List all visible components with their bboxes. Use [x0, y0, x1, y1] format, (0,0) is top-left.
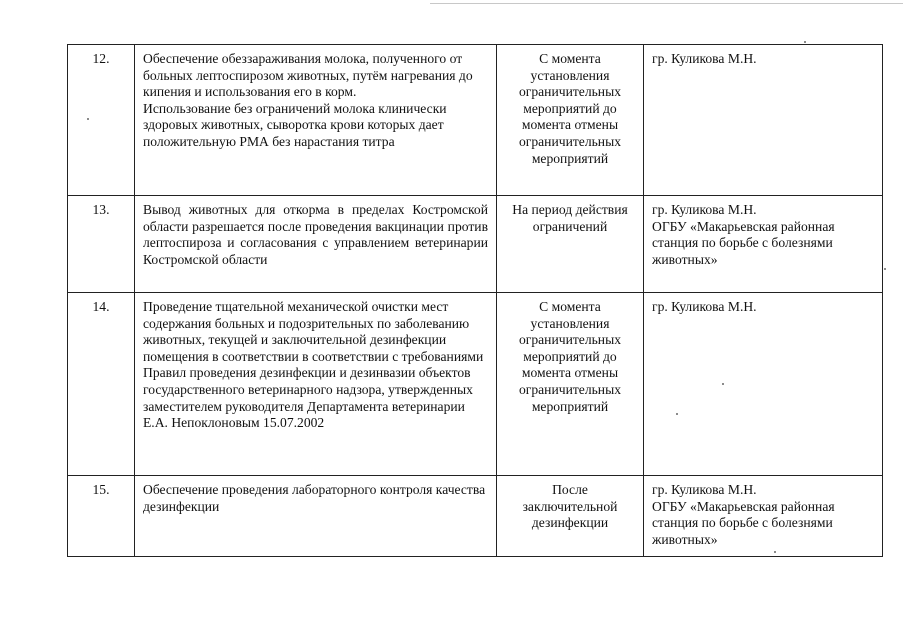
table-row [68, 196, 883, 293]
scan-speck [804, 41, 806, 43]
responsible-text: гр. Куликова М.Н. [652, 202, 757, 217]
row-number: 12. [68, 45, 135, 196]
measure-cell [135, 45, 497, 196]
responsible-cell [644, 293, 883, 476]
measure-text: Обеспечение проведения лабораторного контроля качества дезинфекции [143, 482, 486, 514]
measure-cell [135, 476, 497, 557]
measure-text: Вывод животных для откорма в пределах Костромской области разрешается после проведения вакцинации против лептоспироза и согласования с управлением ветеринарии Костромской области [143, 202, 488, 267]
scan-speck [884, 268, 886, 270]
table-row [68, 476, 883, 557]
term-cell: С момента установления ограничительных мероприятий до момента отмены ограничительных мероприятий [497, 45, 644, 196]
table-row [68, 293, 883, 476]
responsible-text: гр. Куликова М.Н. [652, 299, 757, 314]
measure-text: Использование без ограничений молока клинически здоровых животных, сыворотка крови которых дает положительную РМА без нарастания титра [143, 100, 447, 149]
table-row [68, 45, 883, 196]
responsible-text: гр. Куликова М.Н. [652, 51, 757, 66]
responsible-text: ОГБУ «Макарьевская районная станция по борьбе с болезнями животных» [652, 498, 835, 547]
responsible-cell [644, 45, 883, 196]
measures-table [67, 44, 883, 557]
row-number: 15. [68, 476, 135, 557]
term-cell: С момента установления ограничительных мероприятий до момента отмены ограничительных мероприятий [497, 293, 644, 476]
row-number: 14. [68, 293, 135, 476]
responsible-cell [644, 476, 883, 557]
responsible-text: гр. Куликова М.Н. [652, 482, 757, 497]
responsible-text: ОГБУ «Макарьевская районная станция по борьбе с болезнями животных» [652, 218, 835, 267]
scan-edge-line [430, 3, 903, 4]
term-cell: На период действия ограничений [497, 196, 644, 293]
measure-text: Обеспечение обеззараживания молока, полученного от больных лептоспирозом животных, путём нагревания до кипения и использования его в корм. [143, 51, 473, 100]
measure-cell [135, 293, 497, 476]
responsible-cell [644, 196, 883, 293]
measure-text: Проведение тщательной механической очистки мест содержания больных и подозрительных по заболеванию животных, текущей и заключительной дезинфекции помещения в соответствии в соответствии с требованиями Правил проведения дезинфекции и дезинвазии объектов государственного ветеринарного надзора, утвержденных заместителем руководителя Департамента ветеринарии Е.А. Непоклоновым 15.07.2002 [143, 299, 484, 431]
measure-cell [135, 196, 497, 293]
term-cell: После заключительной дезинфекции [497, 476, 644, 557]
row-number: 13. [68, 196, 135, 293]
